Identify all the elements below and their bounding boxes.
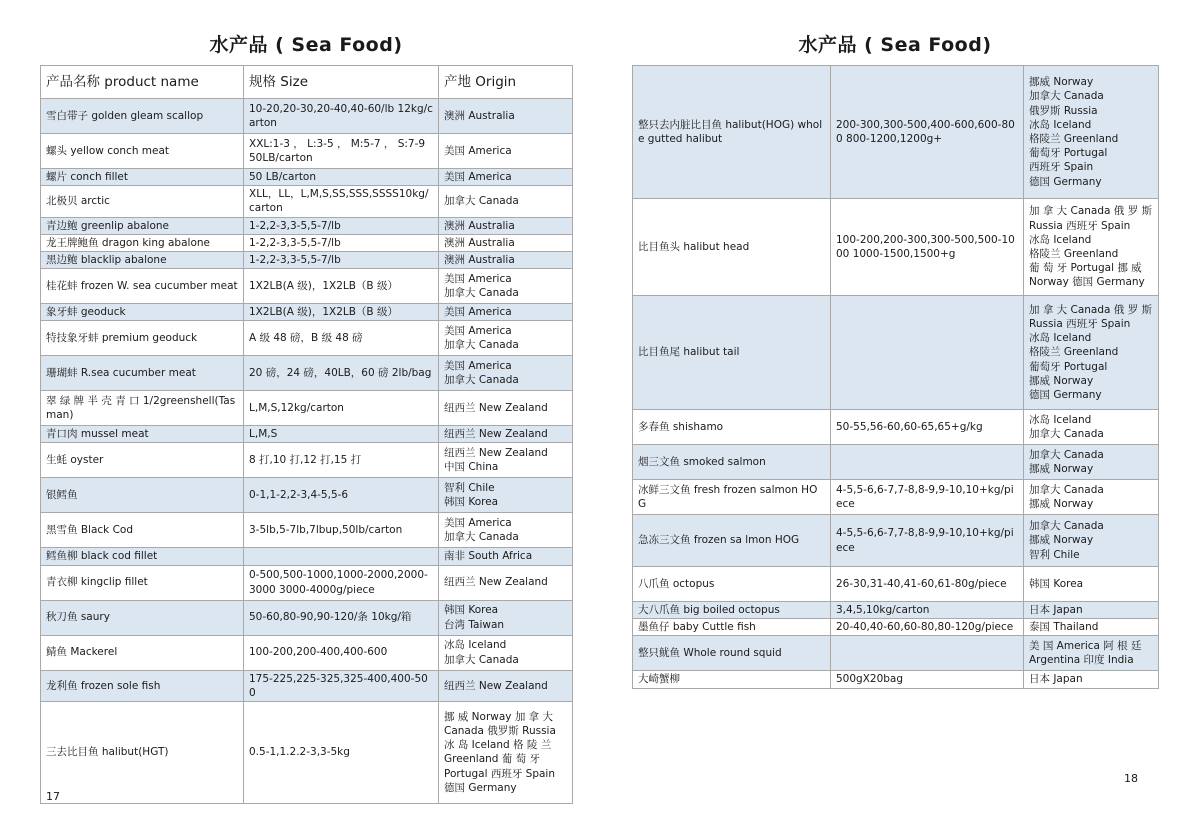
origin-line: 葡 萄 牙 Portugal 挪 威 [1029,262,1142,275]
origin-cell [439,513,573,548]
origin-line: 加拿大 Canada [1029,448,1104,461]
origin-line: 葡萄牙 Portugal [1029,147,1108,160]
size-cell: 10-20,20-30,20-40,40-60/lb 12kg/carton [244,99,439,134]
size-cell: L,M,S [244,426,439,443]
product-name-cell: 多春鱼 shishamo [633,410,831,445]
table-row [633,66,1159,199]
origin-cell [1024,602,1159,619]
table-row [41,478,573,513]
origin-line: 美国 America [444,272,512,285]
table-row [41,304,573,321]
table-row [633,671,1159,688]
table-row [41,565,573,600]
table-row [41,321,573,356]
product-name-cell: 翠 绿 牌 半 壳 青 口 1/2greenshell(Tasman) [41,391,244,426]
product-name-cell: 鳕鱼柳 black cod fillet [41,548,244,565]
product-name-cell: 龙利鱼 frozen sole fish [41,670,244,701]
origin-line: 格陵兰 Greenland [1029,248,1119,260]
origin-line: 澳洲 Australia [444,253,515,266]
origin-line: 美国 America [444,306,512,319]
product-name-cell: 八爪鱼 octopus [633,567,831,602]
origin-line: 加拿大 Canada [444,531,519,544]
origin-cell [1024,480,1159,515]
table-row [41,234,573,251]
origin-line: 冰岛 Iceland [444,639,507,652]
table-row [41,134,573,169]
origin-line: 德国 Germany [444,781,517,794]
origin-line: 智利 Chile [444,482,495,495]
origin-line: 德国 Germany [1029,175,1102,188]
origin-cell [439,186,573,217]
origin-line: 加拿大 Canada [1029,90,1104,103]
product-name-cell: 桂花蚌 frozen W. sea cucumber meat [41,269,244,304]
size-cell: 1X2LB(A 级)，1X2LB（B 级） [244,269,439,304]
size-cell: 20-40,40-60,60-80,80-120g/piece [831,619,1024,636]
product-name-cell: 北极贝 arctic [41,186,244,217]
origin-cell [1024,410,1159,445]
size-cell: 50-55,56-60,60-65,65+g/kg [831,410,1024,445]
table-row [41,217,573,234]
origin-line: Russia 西班牙 Spain [1029,219,1131,232]
product-name-cell: 烟三文鱼 smoked salmon [633,445,831,480]
origin-line: 泰国 Thailand [1029,621,1099,634]
table-row [633,636,1159,671]
origin-cell [439,426,573,443]
origin-cell [439,635,573,670]
origin-cell [439,321,573,356]
table-row [41,548,573,565]
origin-line: 格陵兰 Greenland [1029,346,1119,359]
origin-line: 纽西兰 New Zealand [444,447,548,460]
table-row [633,480,1159,515]
table-row [41,356,573,391]
origin-line: 澳洲 Australia [444,236,515,249]
table-row [41,186,573,217]
origin-line: 韩国 Korea [444,496,499,509]
origin-cell [439,478,573,513]
table-row [633,199,1159,296]
size-cell: 1-2,2-3,3-5,5-7/lb [244,234,439,251]
origin-line: 西班牙 Spain [1029,161,1094,174]
origin-cell [439,670,573,701]
origin-cell [1024,199,1159,296]
origin-cell [439,99,573,134]
origin-line: 加拿大 Canada [1029,520,1104,533]
table-row [41,670,573,701]
page-title: 水产品 ( Sea Food) [798,34,992,56]
origin-line: Norway 德国 Germany [1029,276,1145,289]
product-name-cell: 螺头 yellow conch meat [41,134,244,169]
table-row [41,443,573,478]
product-name-cell: 鲭鱼 Mackerel [41,635,244,670]
origin-line: 日本 Japan [1029,604,1083,616]
origin-cell [1024,671,1159,688]
seafood-table-left [40,65,573,804]
origin-line: 纽西兰 New Zealand [444,576,548,589]
page-number: 18 [1124,772,1138,785]
size-cell: 20 磅，24 磅，40LB，60 磅 2lb/bag [244,356,439,391]
size-cell: XXL:1-3 ， L:3-5 ， M:5-7 ， S:7-9 50LB/carton [244,134,439,169]
origin-cell [1024,515,1159,567]
origin-cell [439,304,573,321]
size-cell: 500gX20bag [831,671,1024,688]
table-row [633,445,1159,480]
size-cell: 1X2LB(A 级)，1X2LB（B 级） [244,304,439,321]
origin-cell [1024,66,1159,199]
size-cell [244,548,439,565]
product-name-cell: 龙王牌鲍鱼 dragon king abalone [41,234,244,251]
table-row [41,701,573,803]
size-cell: 0-1,1-2,2-3,4-5,5-6 [244,478,439,513]
origin-line: 智利 Chile [1029,548,1080,561]
table-row [41,269,573,304]
origin-cell [1024,636,1159,671]
size-cell: 8 打,10 打,12 打,15 打 [244,443,439,478]
table-row [41,635,573,670]
size-cell: 175-225,225-325,325-400,400-500 [244,670,439,701]
origin-line: Canada 俄罗斯 Russia [444,725,556,738]
product-name-cell: 银鳕鱼 [41,478,244,513]
table-row [41,513,573,548]
product-name-cell: 整只鱿鱼 Whole round squid [633,636,831,671]
origin-line: 冰 岛 Iceland 格 陵 兰 [444,739,552,752]
origin-line: 台湾 Taiwan [444,618,505,631]
origin-line: 加拿大 Canada [444,653,519,666]
seafood-table-right [632,65,1159,689]
table-row [633,515,1159,567]
product-name-cell: 青衣柳 kingclip fillet [41,565,244,600]
origin-line: 美国 America [444,360,512,373]
product-name-cell: 大崎蟹柳 [633,671,831,688]
origin-line: 美国 America [444,171,512,183]
product-name-cell: 象牙蚌 geoduck [41,304,244,321]
origin-line: 加拿大 Canada [444,195,519,208]
origin-cell [1024,567,1159,602]
table-row [633,567,1159,602]
origin-cell [439,548,573,565]
origin-line: 澳洲 Australia [444,109,515,122]
product-name-cell: 特技象牙蚌 premium geoduck [41,321,244,356]
size-cell: 50 LB/carton [244,169,439,186]
origin-line: 纽西兰 New Zealand [444,402,548,415]
size-cell: 26-30,31-40,41-60,61-80g/piece [831,567,1024,602]
product-name-cell: 螺片 conch fillet [41,169,244,186]
origin-line: Russia 西班牙 Spain [1029,318,1131,331]
size-cell: 4-5,5-6,6-7,7-8,8-9,9-10,10+kg/piece [831,515,1024,567]
size-cell: 100-200,200-300,300-500,500-1000 1000-1500,1500+g [831,199,1024,296]
size-cell [831,445,1024,480]
origin-cell [439,391,573,426]
origin-line: 挪威 Norway [1029,534,1094,547]
origin-line: 加拿大 Canada [444,339,519,352]
size-cell: 1-2,2-3,3-5,5-7/lb [244,251,439,268]
table-row [633,602,1159,619]
origin-line: 加拿大 Canada [444,374,519,387]
table-row [633,296,1159,410]
size-cell [831,296,1024,410]
size-cell: 200-300,300-500,400-600,600-800 800-1200,1200g+ [831,66,1024,199]
size-cell: 50-60,80-90,90-120/条 10kg/箱 [244,600,439,635]
origin-line: 韩国 Korea [1029,577,1084,590]
origin-line: 格陵兰 Greenland [1029,133,1119,145]
product-name-cell: 三去比目鱼 halibut(HGT) [41,701,244,803]
product-name-cell: 黑雪鱼 Black Cod [41,513,244,548]
product-name-cell: 雪白带子 golden gleam scallop [41,99,244,134]
origin-cell [439,251,573,268]
origin-cell [439,443,573,478]
origin-line: 挪威 Norway [1029,463,1094,475]
table-row [41,251,573,268]
origin-line: 南非 South Africa [444,550,533,563]
product-name-cell: 比目鱼尾 halibut tail [633,296,831,410]
product-name-cell: 青口肉 mussel meat [41,426,244,443]
table-row [633,410,1159,445]
size-cell: 0-500,500-1000,1000-2000,2000-3000 3000-4000g/piece [244,565,439,600]
origin-line: 加 拿 大 Canada 俄 罗 斯 [1029,205,1152,218]
origin-cell [439,169,573,186]
origin-line: 俄罗斯 Russia [1029,104,1098,117]
product-name-cell: 秋刀鱼 saury [41,600,244,635]
header-product-name: 产品名称 product name [41,66,244,99]
origin-line: 冰岛 Iceland [1029,332,1092,345]
origin-cell [439,701,573,803]
origin-line: 挪威 Norway [1029,374,1094,387]
product-name-cell: 墨鱼仔 baby Cuttle fish [633,619,831,636]
origin-line: 美 国 America 阿 根 廷 [1029,640,1142,653]
size-cell: 0.5-1,1.2.2-3,3-5kg [244,701,439,803]
product-name-cell: 整只去内脏比目鱼 halibut(HOG) whole gutted halibut [633,66,831,199]
origin-line: 纽西兰 New Zealand [444,679,548,692]
origin-line: 挪威 Norway [1029,498,1094,510]
origin-line: 美国 America [444,325,512,338]
origin-line: 冰岛 Iceland [1029,233,1092,246]
origin-cell [439,134,573,169]
product-name-cell: 大八爪鱼 big boiled octopus [633,602,831,619]
origin-line: 加拿大 Canada [1029,483,1104,496]
origin-line: 葡萄牙 Portugal [1029,360,1108,373]
size-cell: L,M,S,12kg/carton [244,391,439,426]
product-name-cell: 珊瑚蚌 R.sea cucumber meat [41,356,244,391]
origin-cell [1024,619,1159,636]
origin-line: 冰岛 Iceland [1029,413,1092,426]
table-row [41,169,573,186]
product-name-cell: 急冻三文鱼 frozen sa lmon HOG [633,515,831,567]
origin-cell [439,234,573,251]
origin-cell [1024,296,1159,410]
size-cell: 100-200,200-400,400-600 [244,635,439,670]
origin-cell [439,565,573,600]
product-name-cell: 生蚝 oyster [41,443,244,478]
header-origin: 产地 Origin [439,66,573,99]
origin-line: 加拿大 Canada [444,287,519,300]
origin-line: 澳洲 Australia [444,219,515,232]
origin-line: 挪威 Norway [1029,76,1094,89]
origin-cell [1024,445,1159,480]
size-cell: 1-2,2-3,3-5,5-7/lb [244,217,439,234]
origin-line: Argentina 印度 India [1029,654,1134,667]
page-number: 17 [46,790,60,803]
size-cell: 3,4,5,10kg/carton [831,602,1024,619]
origin-line: 日本 Japan [1029,673,1083,686]
origin-cell [439,356,573,391]
product-name-cell: 比目鱼头 halibut head [633,199,831,296]
origin-line: 纽西兰 New Zealand [444,428,548,441]
origin-line: 加拿大 Canada [1029,428,1104,440]
size-cell [831,636,1024,671]
product-name-cell: 冰鲜三文鱼 fresh frozen salmon HOG [633,480,831,515]
origin-line: Portugal 西班牙 Spain [444,767,555,780]
origin-line: 德国 Germany [1029,388,1102,401]
table-row [41,391,573,426]
size-cell: 4-5,5-6,6-7,7-8,8-9,9-10,10+kg/piece [831,480,1024,515]
product-name-cell: 黑边鲍 blacklip abalone [41,251,244,268]
size-cell: A 级 48 磅，B 级 48 磅 [244,321,439,356]
product-name-cell: 青边鲍 greenlip abalone [41,217,244,234]
origin-line: 冰岛 Iceland [1029,118,1092,131]
origin-line: 加 拿 大 Canada 俄 罗 斯 [1029,303,1152,316]
table-row [41,99,573,134]
size-cell: 3-5lb,5-7lb,7lbup,50lb/carton [244,513,439,548]
table-row [633,619,1159,636]
header-size: 规格 Size [244,66,439,99]
origin-line: 韩国 Korea [444,604,499,617]
page-title: 水产品 ( Sea Food) [209,34,403,56]
origin-line: Greenland 葡 萄 牙 [444,753,540,766]
origin-cell [439,217,573,234]
origin-line: 美国 America [444,517,512,530]
origin-line: 中国 China [444,461,499,474]
origin-line: 美国 America [444,144,512,157]
table-row [41,600,573,635]
origin-cell [439,600,573,635]
origin-line: 挪 威 Norway 加 拿 大 [444,710,554,723]
origin-cell [439,269,573,304]
table-row [41,426,573,443]
size-cell: XLL，LL，L,M,S,SS,SSS,SSSS10kg/carton [244,186,439,217]
